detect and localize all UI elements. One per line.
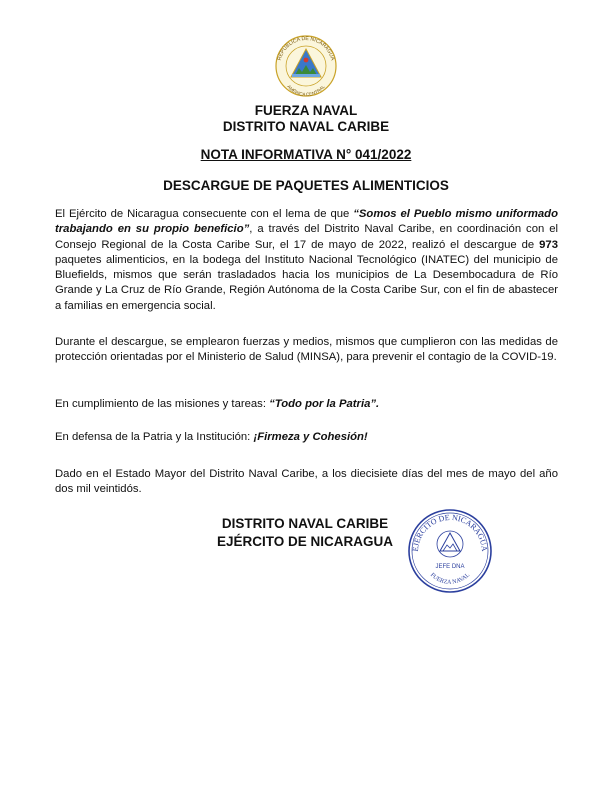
motto-quote: “Somos el Pueblo mismo uniformado trabajando en su propio beneficio” — [55, 208, 558, 236]
paragraph-2: Durante el descargue, se emplearon fuerzas y medios, mismos que cumplieron con las medidas de protección orientadas por el Ministerio de Salud (MINSA), para prevenir el contagio de la COVID-19. — [55, 336, 558, 364]
signature-line-2: EJÉRCITO DE NICARAGUA — [216, 534, 394, 549]
paragraph-3: En cumplimiento de las misiones y tareas: “Todo por la Patria”. — [55, 398, 380, 410]
stamp-text-top: EJÉRCITO DE NICARAGUA — [410, 512, 490, 552]
svg-text:FUERZA NAVAL — [429, 572, 472, 586]
org-name-naval-force: FUERZA NAVAL — [254, 103, 358, 118]
stamp-text-middle: JEFE DNA — [435, 564, 465, 570]
motto-todo-por-la-patria: “Todo por la Patria”. — [269, 398, 380, 410]
motto-firmeza-cohesion: ¡Firmeza y Cohesión! — [253, 431, 368, 443]
paragraph-5-closing: Dado en el Estado Mayor del Distrito Naval Caribe, a los diecisiete días del mes de mayo del año dos mil veintidós. — [55, 468, 558, 496]
seal-text-bottom: AMÉRICA CENTRAL — [286, 84, 326, 98]
stamp-text-bottom: FUERZA NAVAL — [428, 572, 472, 586]
document-subject: DESCARGUE DE PAQUETES ALIMENTICIOS — [163, 178, 449, 193]
package-count: 973 — [539, 238, 558, 251]
org-name-naval-district: DISTRITO NAVAL CARIBE — [222, 119, 390, 134]
seal-text-top: REPÚBLICA DE NICARAGUA — [276, 35, 336, 62]
nicaragua-coat-of-arms-seal — [268, 34, 344, 98]
paragraph-1: El Ejército de Nicaragua consecuente con el lema de que “Somos el Pueblo mismo uniformado trabajando en su propio beneficio”, a través del Distrito Naval Caribe, en coordinación con el Consejo Regional de la Costa Caribe Sur, el 17 de mayo de 2022, realizó el descargue de 973 paquetes alimenticios, en la bodega del Instituto Nacional Tecnológico (INATEC) del municipio de Bluefields, mismos que serán trasladados hacia los municipios de La Desembocadura de Río Grande y La Cruz de Río Grande, Región Autónoma de la Costa Caribe Sur, con el fin de abastecer a familias en emergencia social. — [55, 208, 558, 312]
signature-line-1: DISTRITO NAVAL CARIBE — [221, 516, 389, 531]
official-stamp — [404, 508, 496, 594]
document-number: NOTA INFORMATIVA N° 041/2022 — [200, 147, 412, 162]
paragraph-4: En defensa de la Patria y la Institución: ¡Firmeza y Cohesión! — [55, 431, 368, 443]
